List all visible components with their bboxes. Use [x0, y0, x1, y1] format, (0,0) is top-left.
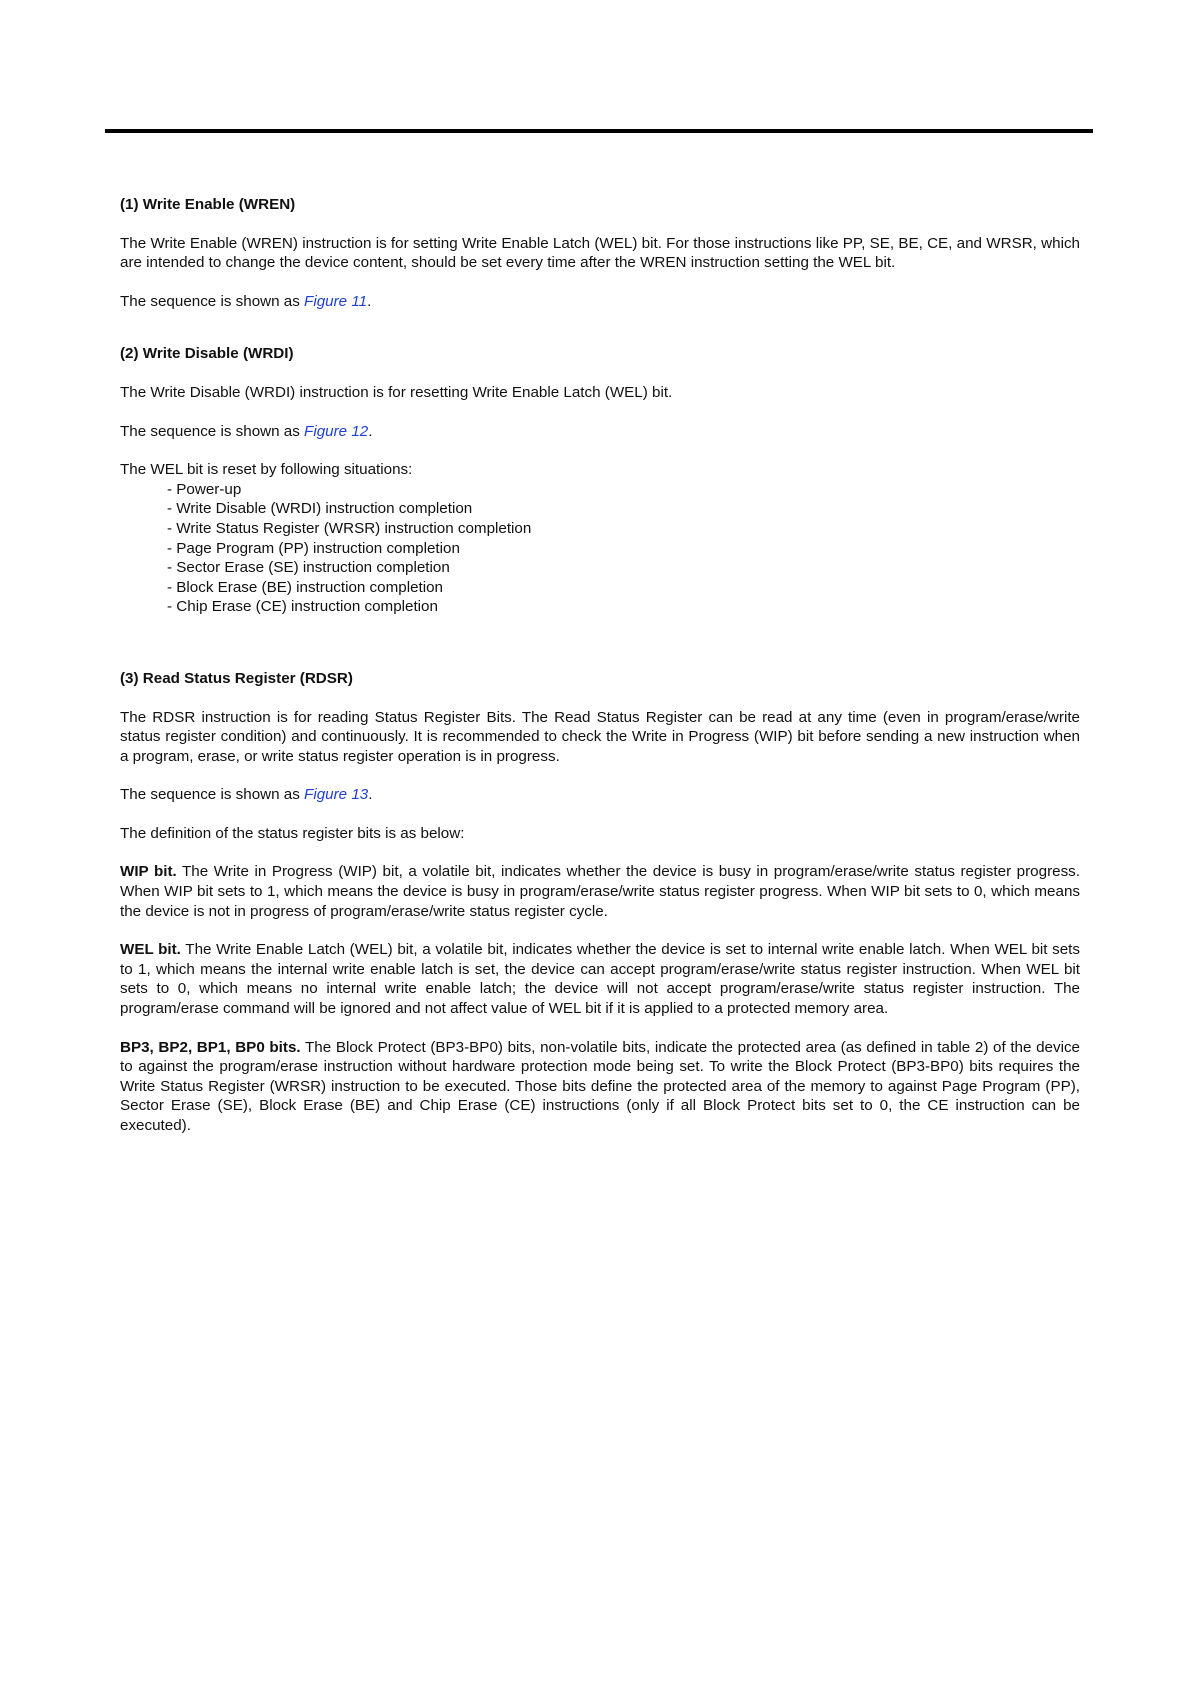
list-item: - Chip Erase (CE) instruction completion — [167, 598, 438, 616]
bp-bits-description — [120, 1038, 1080, 1136]
section-heading-rdsr: (3) Read Status Register (RDSR) — [120, 669, 353, 687]
wel-reset-intro: The WEL bit is reset by following situations: — [120, 461, 413, 479]
list-item: - Block Erase (BE) instruction completion — [167, 578, 444, 596]
bp-bits-text: The Block Protect (BP3-BP0) bits, non-volatile bits, indicate the protected area (as defined in table 2) of the device to against the program/erase instruction without hardware protection mode being set. To write the Block Protect (BP3-BP0) bits requires the Write Status Register (WRSR) instruction to be executed. Those bits define the protected area of the memory to against Page Program (PP), Sector Erase (SE), Block Erase (BE) and Chip Erase (CE) instructions (only if all Block Protect bits set to 0, the CE instruction can be executed). — [120, 1038, 1080, 1134]
wip-bit-description — [120, 862, 1080, 921]
sequence-prefix: The sequence is shown as — [120, 422, 305, 440]
list-item: - Power-up — [167, 480, 242, 498]
list-item: - Page Program (PP) instruction completion — [167, 539, 460, 557]
sequence-suffix: . — [367, 292, 372, 310]
figure-13-link[interactable]: Figure 13 — [304, 786, 369, 804]
wel-bit-text: The Write Enable Latch (WEL) bit, a volatile bit, indicates whether the device is set to internal write enable latch. When WEL bit sets to 1, which means the internal write enable latch is set, the device can accept program/erase/write status register instruction. When WEL bit sets to 0, which means no internal write enable latch; the device will not accept program/erase/write status register instruction. The program/erase command will be ignored and not affect value of WEL bit if it is applied to a protected memory area. — [120, 941, 1080, 1018]
sequence-prefix: The sequence is shown as — [120, 292, 305, 310]
status-bits-intro: The definition of the status register bits is as below: — [120, 824, 465, 842]
rdsr-description: The RDSR instruction is for reading Status Register Bits. The Read Status Register can be read at any time (even in program/erase/write status register condition) and continuously. It is recommended to check the Write in Progress (WIP) bit before sending a new instruction when a program, erase, or write status register operation is in progress. — [120, 708, 1080, 765]
wip-bit-text: The Write in Progress (WIP) bit, a volatile bit, indicates whether the device is busy in program/erase/write status register progress. When WIP bit sets to 1, which means the device is busy in program/erase/write status register progress. When WIP bit sets to 0, which means the device is not in progress of program/erase/write status register cycle. — [120, 863, 1080, 920]
document-body — [120, 195, 1080, 1155]
wel-bit-description — [120, 940, 1080, 1018]
wel-bit-label: WEL bit. — [120, 941, 181, 959]
sequence-suffix: . — [368, 786, 373, 804]
header-rule — [105, 129, 1093, 133]
section-heading-wrdi: (2) Write Disable (WRDI) — [120, 345, 294, 363]
rdsr-sequence-note — [120, 785, 1080, 805]
sequence-suffix: . — [368, 422, 373, 440]
wel-reset-list — [167, 480, 1080, 617]
figure-12-link[interactable]: Figure 12 — [304, 422, 369, 440]
list-item: - Write Disable (WRDI) instruction completion — [167, 500, 473, 518]
wrdi-sequence-note — [120, 422, 1080, 442]
list-item: - Sector Erase (SE) instruction completion — [167, 559, 450, 577]
sequence-prefix: The sequence is shown as — [120, 786, 305, 804]
wren-sequence-note — [120, 292, 1080, 312]
wip-bit-label: WIP bit. — [120, 863, 177, 881]
bp-bits-label: BP3, BP2, BP1, BP0 bits. — [120, 1038, 301, 1056]
list-item: - Write Status Register (WRSR) instruction completion — [167, 519, 532, 537]
section-heading-wren: (1) Write Enable (WREN) — [120, 196, 296, 213]
wrdi-description: The Write Disable (WRDI) instruction is for resetting Write Enable Latch (WEL) bit. — [120, 383, 673, 401]
wren-description: The Write Enable (WREN) instruction is for setting Write Enable Latch (WEL) bit. For those instructions like PP, SE, BE, CE, and WRSR, which are intended to change the device content, should be set every time after the WREN instruction setting the WEL bit. — [120, 234, 1080, 272]
figure-11-link[interactable]: Figure 11 — [304, 292, 368, 310]
